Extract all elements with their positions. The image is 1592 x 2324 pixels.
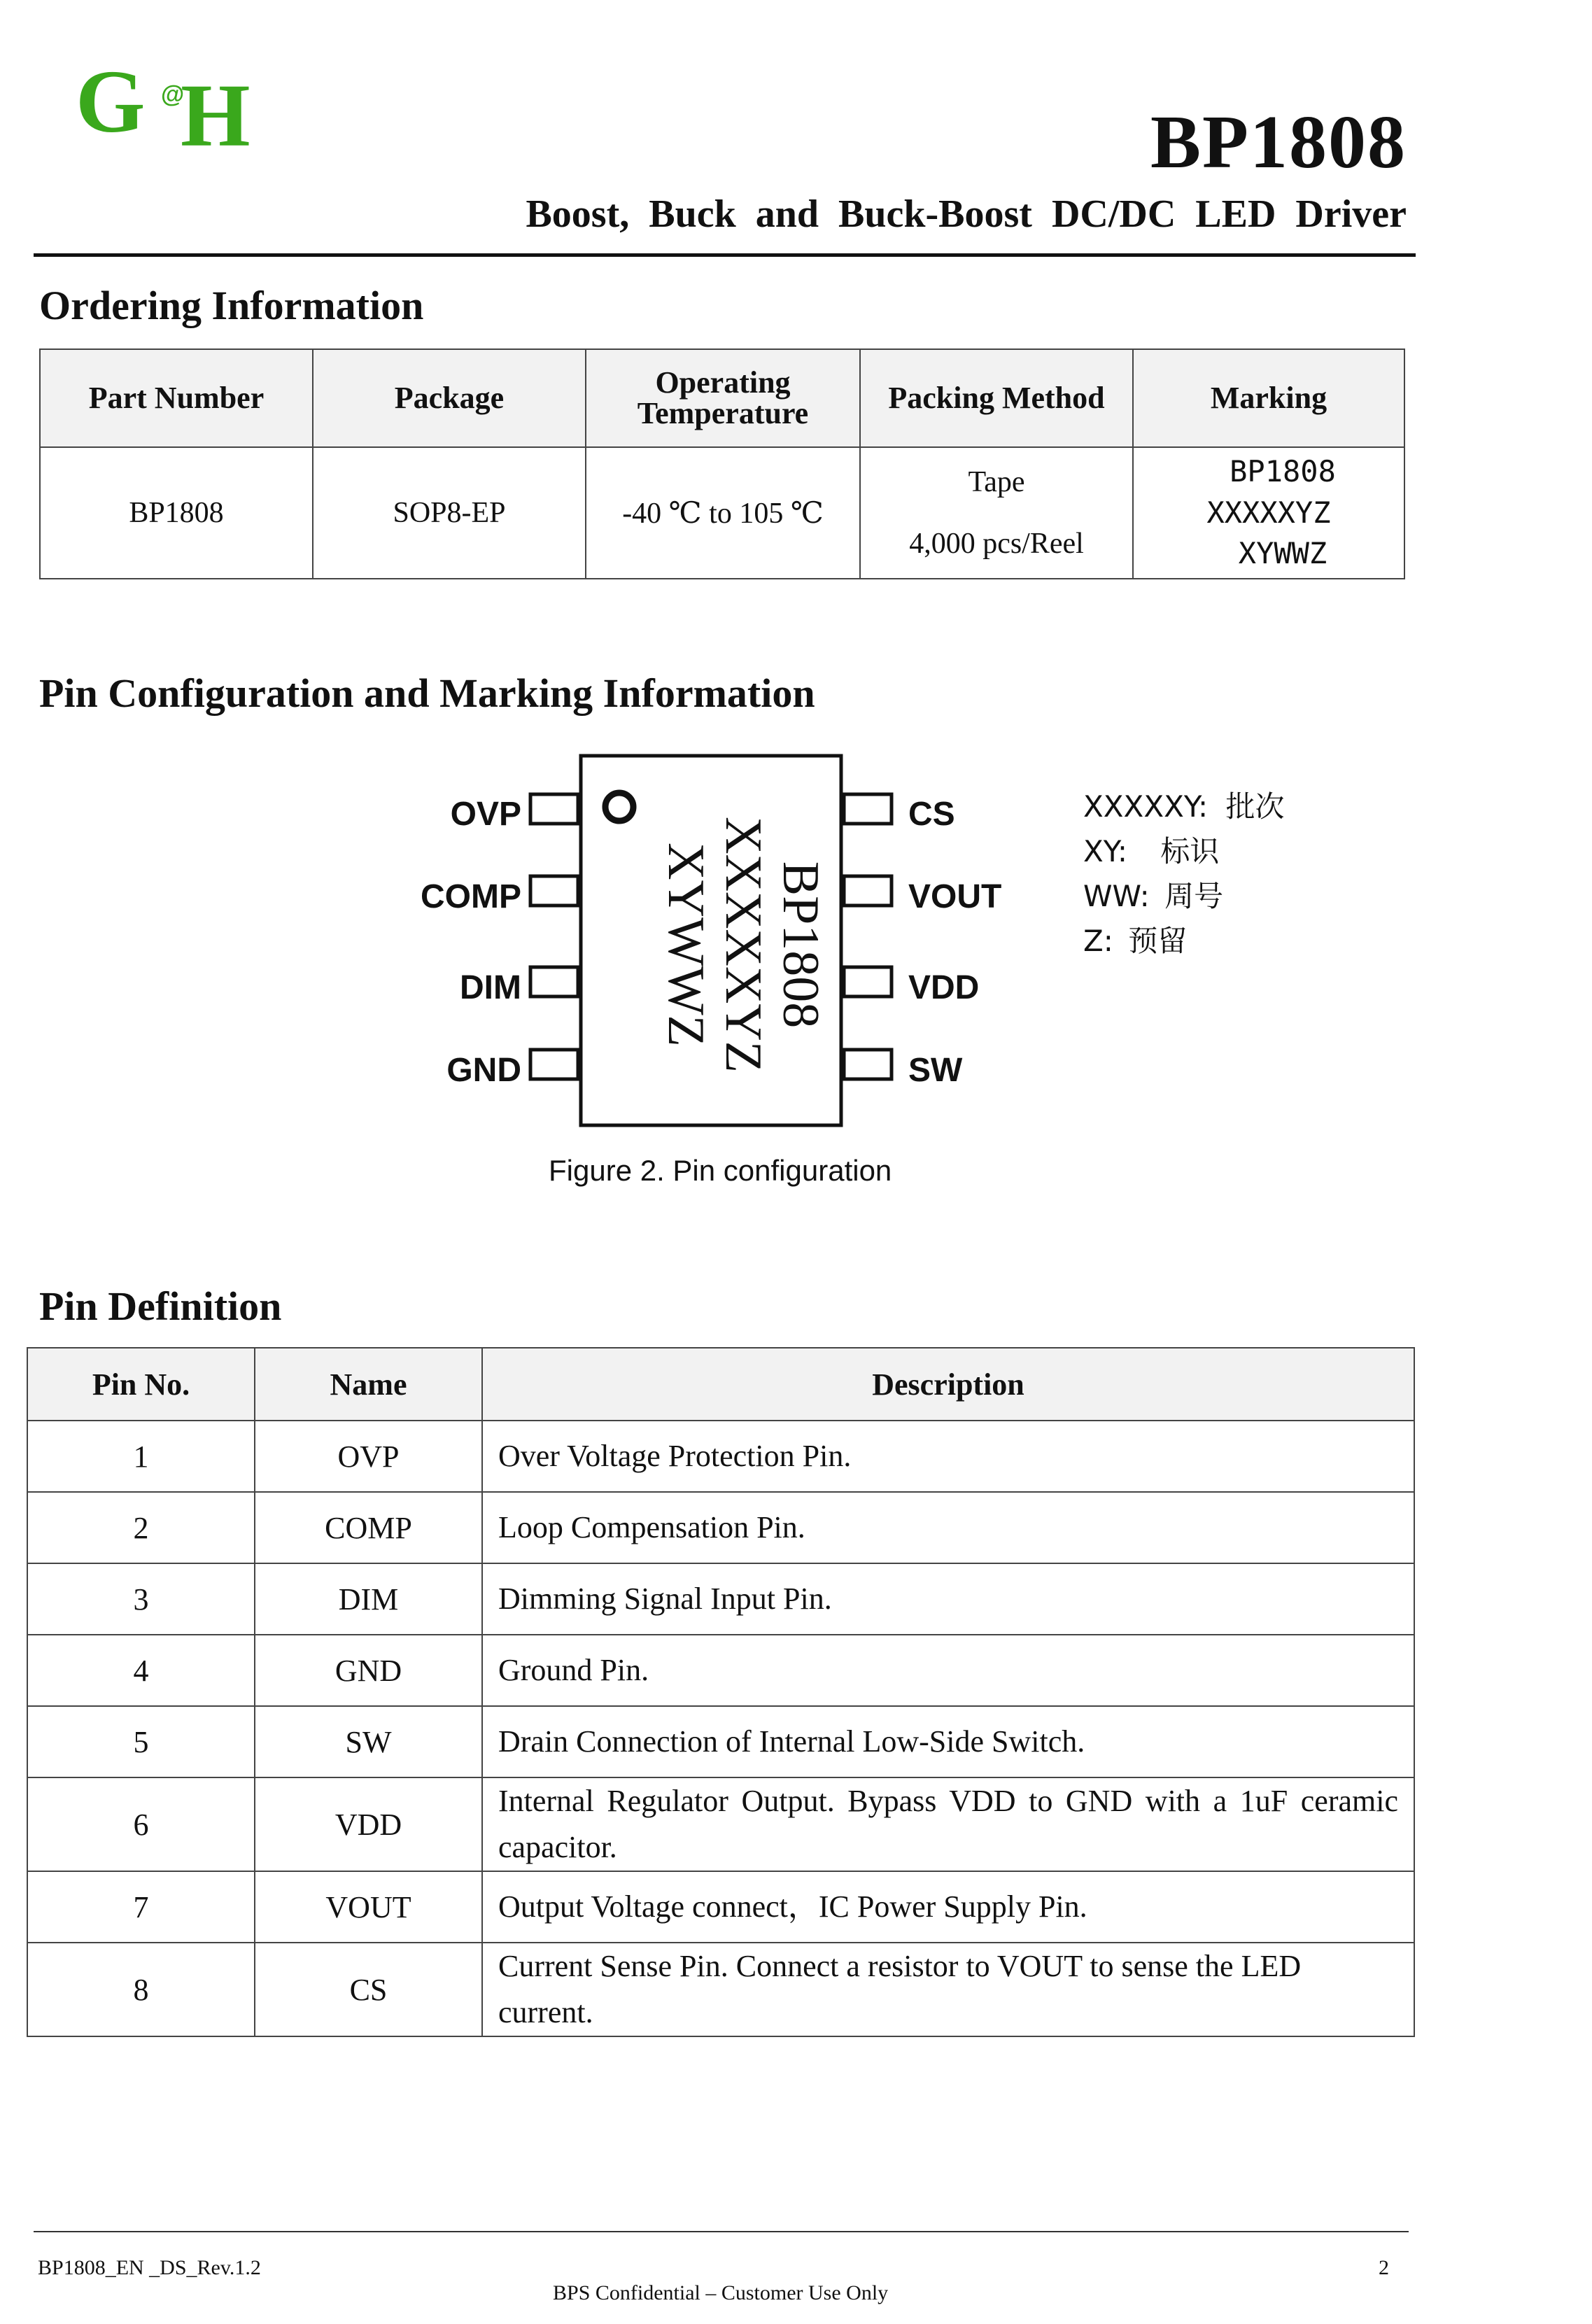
logo-letter-g: G: [76, 55, 146, 151]
cell-part-number: BP1808: [40, 447, 313, 579]
footer-page-number: 2: [1379, 2256, 1389, 2279]
pin-description: Loop Compensation Pin.: [482, 1492, 1414, 1563]
pin-number: 6: [27, 1777, 255, 1871]
footer-doc-id: BP1808_EN _DS_Rev.1.2: [38, 2256, 261, 2279]
pin-name: DIM: [255, 1563, 482, 1635]
legend-code: XY:: [1083, 834, 1127, 868]
pin-description: Ground Pin.: [482, 1635, 1414, 1706]
table-row: [27, 1943, 1414, 2036]
header-package: Package: [313, 349, 586, 447]
legend-item: [1083, 834, 1220, 868]
pin-description: Over Voltage Protection Pin.: [482, 1421, 1414, 1492]
pin-name: CS: [255, 1943, 482, 2036]
chip-marking-line-2: XXXXXYZ: [714, 817, 772, 1073]
table-row: [27, 1871, 1414, 1943]
pin-pad-5: [844, 1050, 892, 1079]
legend-item: [1083, 879, 1224, 913]
marking-line-2: XXXXXYZ: [1206, 495, 1331, 530]
header-packing-method: Packing Method: [860, 349, 1133, 447]
pin-label-ovp: OVP: [450, 796, 521, 833]
pin-description: Output Voltage connect，IC Power Supply Pin.: [482, 1871, 1414, 1943]
cell-temperature: -40 ℃ to 105 ℃: [586, 447, 860, 579]
pin-name: GND: [255, 1635, 482, 1706]
table-row: [27, 1492, 1414, 1563]
legend-item: [1083, 789, 1285, 824]
pin-label-comp: COMP: [421, 878, 521, 915]
logo-at-sign: @: [161, 81, 185, 108]
legend-meaning: 批次: [1225, 789, 1285, 824]
pin-name: VOUT: [255, 1871, 482, 1943]
pin-description: Dimming Signal Input Pin.: [482, 1563, 1414, 1635]
figure-caption: Figure 2. Pin configuration: [549, 1154, 892, 1187]
chip-marking-line-3: XYWWZ: [657, 843, 714, 1047]
pin-definition-title: Pin Definition: [39, 1283, 282, 1329]
header-pin-no: Pin No.: [27, 1348, 255, 1421]
cell-packing-method: [860, 447, 1133, 579]
legend-code: XXXXXY:: [1083, 789, 1209, 824]
pin-pad-2: [530, 876, 578, 906]
pin-name: COMP: [255, 1492, 482, 1563]
packing-line-1: Tape: [968, 465, 1025, 498]
pin-number: 5: [27, 1706, 255, 1777]
pin-number: 7: [27, 1871, 255, 1943]
header-marking: Marking: [1133, 349, 1404, 447]
pin-pad-3: [530, 967, 578, 996]
table-row: [27, 1563, 1414, 1635]
legend-meaning: 预留: [1128, 924, 1188, 958]
header-part-number: Part Number: [40, 349, 313, 447]
pin-number: 3: [27, 1563, 255, 1635]
marking-line-3: XYWWZ: [1238, 536, 1327, 571]
pin-label-dim: DIM: [460, 969, 521, 1006]
packing-line-2: 4,000 pcs/Reel: [909, 528, 1084, 560]
legend-code: WW:: [1083, 879, 1150, 913]
ordering-header-row: [40, 349, 1404, 447]
company-logo: [76, 55, 265, 153]
footer-confidential: BPS Confidential – Customer Use Only: [553, 2281, 889, 2304]
pin-label-sw: SW: [908, 1052, 963, 1089]
cell-package: SOP8-EP: [313, 447, 586, 579]
pin-name: VDD: [255, 1777, 482, 1871]
pin-number: 1: [27, 1421, 255, 1492]
legend-meaning: 周号: [1164, 879, 1224, 913]
header-name: Name: [255, 1348, 482, 1421]
pin-number: 2: [27, 1492, 255, 1563]
pin-table-header-row: [27, 1348, 1414, 1421]
pin-label-gnd: GND: [446, 1052, 521, 1089]
ordering-data-row: [40, 447, 1404, 579]
header-operating-temperature-line1: Operating: [655, 365, 791, 400]
header-operating-temperature-line2: Temperature: [637, 396, 809, 430]
footer-divider: [34, 2231, 1409, 2232]
pin-name: OVP: [255, 1421, 482, 1492]
header-description: Description: [482, 1348, 1414, 1421]
pin-number: 8: [27, 1943, 255, 2036]
pin-pad-4: [530, 1050, 578, 1079]
pin-pad-6: [844, 967, 892, 996]
pin-pad-1: [530, 794, 578, 824]
document-title: BP1808: [1150, 101, 1407, 184]
header-operating-temperature: [586, 349, 860, 447]
table-row: [27, 1635, 1414, 1706]
pin-definition-table: [27, 1347, 1415, 2037]
pin-pad-8: [844, 794, 892, 824]
legend-meaning: 标识: [1160, 834, 1220, 868]
cell-marking: [1133, 447, 1404, 579]
table-row: [27, 1421, 1414, 1492]
pin-description: Current Sense Pin. Connect a resistor to VOUT to sense the LED current.: [482, 1943, 1414, 2036]
table-row: [27, 1777, 1414, 1871]
pin-description: Drain Connection of Internal Low-Side Switch.: [482, 1706, 1414, 1777]
ordering-table: [39, 348, 1405, 579]
pin-description: Internal Regulator Output. Bypass VDD to GND with a 1uF ceramic capacitor.: [482, 1777, 1414, 1871]
pin-label-vout: VOUT: [908, 878, 1002, 915]
pin-name: SW: [255, 1706, 482, 1777]
pin-pad-7: [844, 876, 892, 906]
document-subtitle: Boost, Buck and Buck-Boost DC/DC LED Driver: [526, 192, 1407, 236]
pin-label-cs: CS: [908, 796, 955, 833]
pin-config-title: Pin Configuration and Marking Information: [39, 670, 815, 716]
ordering-info-title: Ordering Information: [39, 283, 424, 328]
legend-code: Z:: [1083, 924, 1113, 958]
header-divider: [34, 253, 1416, 257]
pin-label-vdd: VDD: [908, 969, 980, 1006]
legend-item: [1083, 924, 1188, 958]
table-row: [27, 1706, 1414, 1777]
marking-line-1: BP1808: [1230, 453, 1336, 488]
chip-marking-line-1: BP1808: [772, 861, 829, 1029]
logo-letter-h: H: [181, 66, 251, 153]
pin-number: 4: [27, 1635, 255, 1706]
